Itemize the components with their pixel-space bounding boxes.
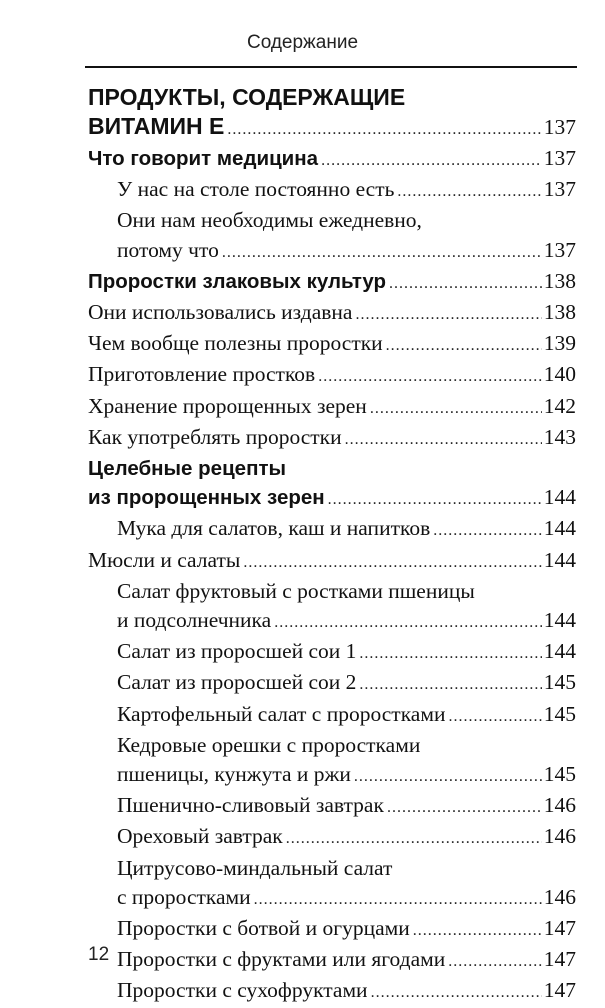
toc-entry	[88, 423, 576, 454]
toc-entry-text: Проростки с фруктами или ягодами	[117, 947, 446, 972]
toc-entry	[88, 546, 576, 577]
toc-section-heading	[88, 267, 576, 298]
toc-entry-line	[117, 976, 576, 1007]
toc-page-number: 144	[543, 547, 576, 572]
dot-leader	[359, 639, 541, 668]
toc-page-number: 145	[543, 670, 576, 695]
dot-leader	[397, 177, 541, 206]
toc-page-number: 137	[543, 237, 576, 262]
toc-section-heading	[88, 144, 576, 175]
toc-page-number: 147	[543, 947, 576, 972]
toc-entry	[88, 298, 576, 329]
toc-entry-text: и подсолнечника	[117, 608, 272, 633]
toc-entry-line	[117, 668, 576, 699]
toc-page-number: 137	[543, 114, 576, 139]
toc-page-number: 139	[543, 331, 576, 356]
toc-entry	[88, 731, 576, 791]
toc-entry	[88, 577, 576, 637]
dot-leader	[274, 608, 542, 637]
toc-entry	[88, 206, 576, 266]
toc-entry-text: Ореховый завтрак	[117, 824, 283, 849]
toc-entry	[88, 637, 576, 668]
toc-page-number: 137	[543, 146, 576, 170]
toc-entry	[88, 668, 576, 699]
dot-leader	[448, 702, 541, 731]
toc-entry-text: Как употреблять проростки	[88, 424, 342, 449]
toc-entry	[88, 854, 576, 914]
dot-leader	[371, 978, 542, 1007]
toc-page-number: 137	[543, 177, 576, 202]
dot-leader	[355, 300, 541, 329]
running-head: Содержание	[246, 32, 359, 53]
toc-entry-text: Цитрусово-миндальный салат	[117, 855, 393, 880]
toc-entry-line	[117, 637, 576, 668]
dot-leader	[433, 516, 542, 545]
toc-entry-text: Проростки с сухофруктами	[117, 978, 368, 1003]
dot-leader	[386, 331, 542, 360]
toc-entry-text: Целебные рецепты	[88, 457, 287, 481]
toc-entry-text: Чем вообще полезны проростки	[88, 331, 383, 356]
toc-section-heading	[88, 83, 576, 144]
toc-page-number: 146	[543, 793, 576, 818]
toc-entry-text: Приготовление простков	[88, 362, 316, 387]
toc-entry-text: Салат из проросшей сои 2	[117, 670, 357, 695]
toc-entry-line	[117, 606, 576, 637]
toc-entry	[88, 914, 576, 945]
dot-leader	[227, 116, 541, 145]
toc-entry-line	[117, 883, 576, 914]
dot-leader	[254, 885, 542, 914]
toc-entry-line	[117, 914, 576, 945]
table-of-contents	[88, 83, 576, 1008]
toc-page-number: 144	[543, 485, 576, 510]
toc-entry-text: Проростки с ботвой и огурцами	[117, 916, 410, 941]
toc-entry	[88, 329, 576, 360]
toc-entry-line	[88, 483, 576, 514]
toc-page-number: 138	[543, 300, 576, 325]
toc-entry-text: Они нам необходимы ежедневно,	[117, 208, 422, 233]
dot-leader	[359, 670, 541, 699]
toc-entry	[88, 791, 576, 822]
toc-page-number: 144	[543, 608, 576, 633]
toc-entry-text: с проростками	[117, 884, 251, 909]
dot-leader	[413, 916, 542, 945]
toc-entry-line	[88, 360, 576, 391]
toc-entry-text: Картофельный салат с проростками	[117, 701, 446, 726]
dot-leader	[345, 425, 542, 454]
toc-entry	[88, 700, 576, 731]
toc-entry-line	[117, 945, 576, 976]
toc-page-number: 142	[543, 393, 576, 418]
toc-entry	[88, 360, 576, 391]
toc-entry-line	[117, 514, 576, 545]
toc-entry-text: Салат из проросшей сои 1	[117, 639, 357, 664]
toc-entry-text: Мюсли и салаты	[88, 547, 241, 572]
toc-entry-text: Пшенично-сливовый завтрак	[117, 793, 384, 818]
dot-leader	[318, 362, 542, 391]
toc-page-number: 147	[543, 916, 576, 941]
toc-page-number: 147	[543, 978, 576, 1003]
toc-entry-line	[88, 392, 576, 423]
toc-entry-line	[88, 298, 576, 329]
toc-page-number: 140	[543, 362, 576, 387]
toc-entry-text: Салат фруктовый с ростками пшеницы	[117, 578, 475, 603]
toc-entry	[88, 976, 576, 1007]
toc-page-number: 146	[543, 824, 576, 849]
toc-entry-line	[88, 329, 576, 360]
toc-page-number: 146	[543, 884, 576, 909]
dot-leader	[354, 762, 542, 791]
toc-entry-text: ПРОДУКТЫ, СОДЕРЖАЩИЕ	[88, 84, 406, 110]
toc-entry-line	[117, 175, 576, 206]
toc-entry-line	[88, 267, 576, 298]
dot-leader	[321, 146, 542, 175]
dot-leader	[243, 548, 541, 577]
toc-entry-text: потому что	[117, 237, 219, 262]
toc-page-number: 144	[543, 516, 576, 541]
dot-leader	[389, 269, 542, 298]
toc-entry	[88, 392, 576, 423]
toc-entry-line	[88, 144, 576, 175]
toc-entry-text: Мука для салатов, каш и напитков	[117, 516, 431, 541]
toc-entry-line	[117, 760, 576, 791]
toc-page-number: 138	[543, 268, 576, 293]
toc-page-number: 145	[543, 762, 576, 787]
toc-entry-text: Проростки злаковых культур	[88, 269, 387, 293]
toc-page-number: 145	[543, 701, 576, 726]
toc-entry-line	[88, 423, 576, 454]
toc-entry-text: из пророщенных зерен	[88, 486, 325, 510]
toc-entry-line	[117, 822, 576, 853]
dot-leader	[328, 485, 542, 514]
toc-entry-text: Кедровые орешки с проростками	[117, 732, 421, 757]
toc-entry-line	[117, 236, 576, 267]
dot-leader	[370, 394, 542, 423]
dot-leader	[387, 793, 542, 822]
toc-entry-text: Хранение пророщенных зерен	[88, 393, 367, 418]
toc-page-number: 143	[543, 424, 576, 449]
toc-entry-line	[117, 791, 576, 822]
toc-entry-text: Что говорит медицина	[88, 147, 319, 170]
toc-entry	[88, 822, 576, 853]
dot-leader	[286, 824, 542, 853]
toc-entry-line	[88, 112, 576, 145]
toc-entry	[88, 175, 576, 206]
toc-entry-text: ВИТАМИН Е	[88, 112, 225, 139]
toc-entry-text: Они использовались издавна	[88, 300, 353, 325]
toc-section-heading	[88, 454, 576, 514]
toc-entry-line	[88, 546, 576, 577]
toc-entry-text: пшеницы, кунжута и ржи	[117, 762, 351, 787]
page-number: 12	[88, 944, 110, 965]
toc-page-number: 144	[543, 639, 576, 664]
toc-entry-line	[117, 700, 576, 731]
toc-entry-text: У нас на столе постоянно есть	[117, 177, 395, 202]
dot-leader	[222, 238, 542, 267]
toc-entry	[88, 514, 576, 545]
header-rule	[85, 66, 577, 68]
toc-entry	[88, 945, 576, 976]
dot-leader	[448, 947, 541, 976]
